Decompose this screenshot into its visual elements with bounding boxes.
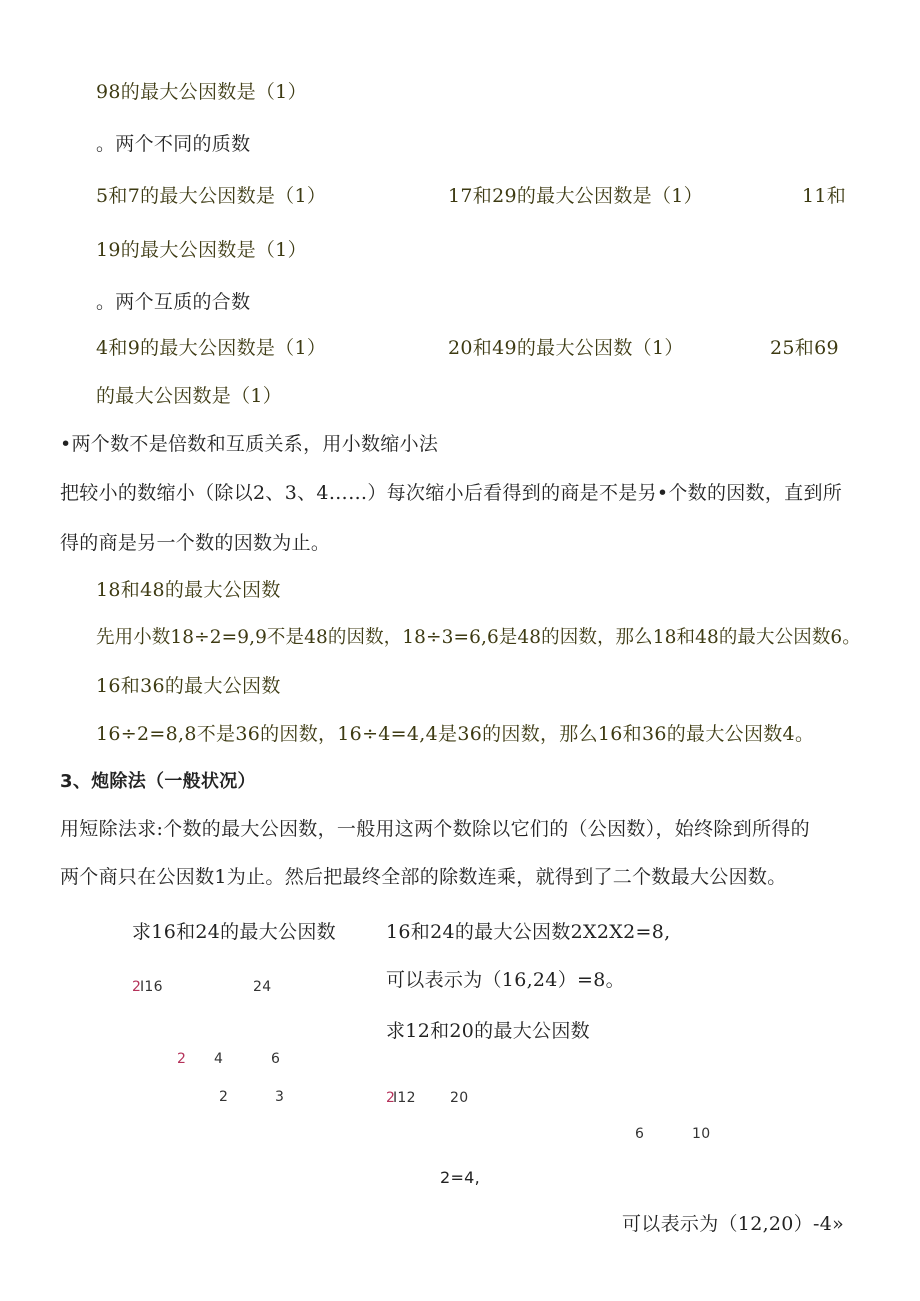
division-quotient-2: 2 [219,1089,229,1105]
text-line-3b: 17和29的最大公因数是（1） [448,185,703,207]
example-title-12-20: 求12和20的最大公因数 [386,1020,590,1042]
text-line-11: 18和48的最大公因数 [96,579,281,601]
text-line-14: 16÷2=8,8不是36的因数，16÷4=4,4是36的因数，那么16和36的最大公因数4。 [96,723,815,745]
text-line-3a: 5和7的最大公因数是（1） [96,185,327,207]
division-quotient-3: 3 [275,1089,285,1105]
text-line-16: 两个商只在公因数1为止。然后把最终全部的除数连乘，就得到了二个数最大公因数。 [60,866,787,888]
text-line-8: •两个数不是倍数和互质关系，用小数缩小法 [60,433,439,455]
division-value-4: 4 [214,1051,224,1067]
example-notation-16-24: 可以表示为（16,24）=8。 [386,969,625,991]
division-value-6: 6 [271,1051,281,1067]
text-line-7: 的最大公因数是（1） [96,385,283,407]
text-line-3c: 11和 [802,185,847,207]
text-line-13: 16和36的最大公因数 [96,675,281,697]
text-line-10: 得的商是另一个数的因数为止。 [60,532,331,554]
example-notation-12-20: 可以表示为（12,20）-4» [622,1213,845,1235]
example-calc: 2=4, [440,1168,481,1187]
division-value-6b: 6 [635,1126,645,1142]
example-result-16-24: 16和24的最大公因数2X2X2=8, [386,921,671,943]
division-divisor-1: 2 [132,979,142,995]
text-line-5: 。两个互质的合数 [96,291,251,313]
section-heading-3: 3、炮除法（一般状况） [60,771,256,792]
division-divisor-2: 2 [177,1051,187,1067]
text-line-6b: 20和49的最大公因数（1） [448,337,684,359]
example-left-title: 求16和24的最大公因数 [132,921,336,943]
division-value-10: 10 [692,1126,711,1142]
text-line-1: 98的最大公因数是（1） [96,81,307,103]
division-value-16: I16 [140,979,163,995]
text-line-6a: 4和9的最大公因数是（1） [96,337,327,359]
text-line-9: 把较小的数缩小（除以2、3、4……）每次缩小后看得到的商是不是另•个数的因数，直到所 [60,482,843,504]
division-divisor-12-20: 2 [386,1090,396,1106]
text-line-6c: 25和69 [770,337,839,359]
text-line-15: 用短除法求:个数的最大公因数，一般用这两个数除以它们的（公因数），始终除到所得的 [60,818,810,840]
text-line-4: 19的最大公因数是（1） [96,239,307,261]
text-line-12: 先用小数18÷2=9,9不是48的因数，18÷3=6,6是48的因数，那么18和48的最大公因数6。 [96,627,861,648]
division-value-20: 20 [450,1090,469,1106]
text-line-2: 。两个不同的质数 [96,133,251,155]
division-value-24: 24 [253,979,272,995]
division-value-12: I12 [393,1090,416,1106]
